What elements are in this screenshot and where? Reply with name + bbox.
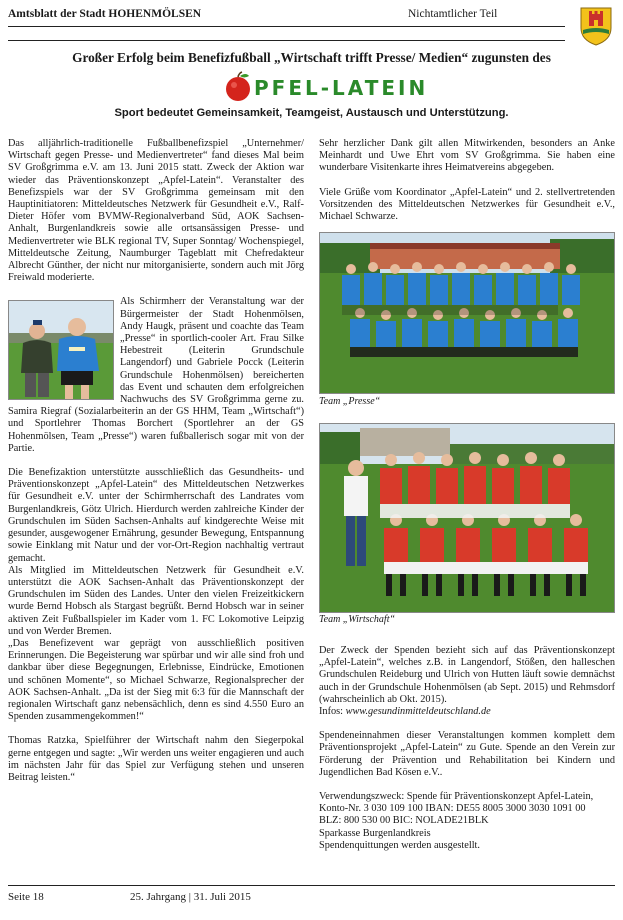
logo-text: PFEL-LATEIN [254,76,429,100]
newspaper-title: Amtsblatt der Stadt HOHENMÖLSEN [8,8,202,20]
right-column-bottom [319,645,615,852]
apfel-latein-logo [222,70,429,104]
caption-team-presse: Team „Presse“ [319,396,381,407]
thanks-paragraph: Sehr herzlicher Dank gilt allen Mitwirkenden, besonders an Anke Meinhardt und Uwe Ehrt vom SV Großgrimma. Sie haben eine wunderbare Visitenkarte ihres Heimatvereins abgegeben. [319,138,615,174]
paragraph-6: Thomas Ratzka, Spielführer der Wirtschaft nahm den Siegerpokal gerne entgegen und sagte: „Wir werden uns weiter engagieren und auch im nächsten Jahr für das Spiel zur Verfügung stehen und unseren Beitrag leisten.“ [8,735,304,783]
article-headline: Großer Erfolg beim Benefizfußball „Wirtschaft trifft Presse/ Medien“ zugunsten des [72,50,551,65]
infos-website-link[interactable]: www.gesundinmitteldeutschland.de [345,706,491,718]
photo-mayor-and-player [8,300,114,400]
donation-income-paragraph: Spendeneinnahmen dieser Veranstaltungen kommen komplett dem Präventionsprojekt „Apfel-Latein“ zu Gute. Spende an den Verein zur Förderung der Prävention und Rehabilitation bei Kindern und Jugendlichen Bad Kösen e.V.. [319,730,615,778]
section-label: Nichtamtlicher Teil [408,8,498,20]
paragraph-2-text: Als Schirmherr der Veranstaltung war der Bürgermeister der Stadt Hohenmölsen, Andy Haugk, präsent und coachte das Team „Presse“ in sportlich-cooler Art. Frau Silke Hebestreit (Leiterin Grundschule Langendorf) und Gabriele Pocck (Leiterin Grundschule Hohenmölsen) bereicherten das Event und schauten dem erfolgreichen Nachwuchs des SV Großgrimma gerne zu. Samira Riegraf (Sozialarbeiterin an der GS HHM, Team „Wirtschaft“) und Sportlehrer Thomas Borchert (Sportlehrer an der GS Hohenmölsen, Team „Presse“) waren fußballerisch sogar mit von der Partie. [8,296,304,454]
bank-details [319,791,615,852]
left-column [8,138,304,796]
paragraph-2 [8,296,304,455]
bank-purpose: Verwendungszweck: Spende für Präventionskonzept Apfel-Latein, [319,791,594,803]
greetings-paragraph: Viele Grüße vom Koordinator „Apfel-Latein“ und 2. stellvertretenden Vorsitzenden des Mitteldeutschen Netzwerkes für Gesundheit e.V., Michael Schwarze. [319,186,615,223]
bank-blz: BLZ: 800 530 00 BIC: NOLADE21BLK [319,815,489,827]
bank-name: Sparkasse Burgenlandkreis [319,827,431,839]
apple-icon [226,72,250,101]
issue-info: 25. Jahrgang | 31. Juli 2015 [130,891,251,903]
header-rule-2 [8,40,565,41]
caption-team-wirtschaft: Team „Wirtschaft“ [319,614,396,625]
town-crest-icon [579,6,613,46]
infos-label: Infos: [319,706,346,718]
paragraph-3: Die Benefizaktion unterstützte ausschließlich das Gesundheits- und Präventionskonzept „Apfel-Latein“ des Mitteldeutschen Netzwerkes für Gesundheit e.V. unter der Schirmherrschaft des Landrates vom Burgenlandkreis, Götz Ulrich. Hierdurch werden zahlreiche Kinder der Grundschulen im Süden Sachsen-Anhalts auf kindgerechte Weise mit gesunder, ausgewogener Ernährung, gesunder Bewegung, Entspannung sowie Einklang mit Natur und der vor-Ort-Region nachhaltig vertraut gemacht. [8,467,304,564]
article-subheadline: Sport bedeutet Gemeinsamkeit, Teamgeist, Austausch und Unterstützung. [114,107,509,119]
footer-rule [8,885,615,886]
infos-line [319,706,615,718]
paragraph-1: Das alljährlich-traditionelle Fußballbenefizspiel „Unternehmer/ Wirtschaft gegen Presse- und Medienvertreter“ fand dieses Mal beim SV Großgrimma e.V. am 13. Juni 2015 statt. Zweck der Aktion war wieder das Präventionskonzept „Apfel-Latein“. Veranstalter des Benefizspiels war der SV Großgrimma gemeinsam mit den Hauptinitiatoren: Mitteldeutsches Netzwerk für Gesundheit e.V., Ralf-Dieter Höfer vom BVMW-Regionalverband Süd, AOK Sachsen-Anhalt, Burgenlandkreis sowie alle ortsansässigen Presse- und Medienvertreter wie BLK regional TV, Super Sonntag/ Wochenspiegel, Mitteldeutsche Zeitung, Naumburger Tageblatt mit Chefredakteur Albrecht Günther, der nicht nur mitorganisierte, sondern auch mit Jörg Freiwald moderierte. [8,138,304,284]
paragraph-5: „Das Benefizevent war geprägt von ausschließlich positiven Erinnerungen. Die Begeisterung war spürbar und wir alle sind froh und dankbar über diese Begegnungen, Erlebnisse, Eindrücke, Emotionen und schönen Momente“, so Michael Schwarze, Regionalsprecher der AOK Sachsen-Anhalt. „Da ist der Sieg mit 6:3 für die Mannschaft der regionalen Wirtschaft ganz nebensächlich, denn es sind 4.550 Euro an Spenden zusammengekommen!“ [8,637,304,723]
bank-receipts: Spendenquittungen werden ausgestellt. [319,839,480,851]
bank-account: Konto-Nr. 3 030 109 100 IBAN: DE55 8005 3000 3030 1091 00 [319,803,586,815]
paragraph-4: Als Mitglied im Mitteldeutschen Netzwerk für Gesundheit e.V. unterstützt die AOK Sachsen-Anhalt das Präventionskonzept der Grundschulen im Süden des Landes. Unter den vielen Freizeitkickern wurde Bernd Hobsch als Stargast begrüßt. Bernd Hobsch war in seiner aktiven Zeit Fußballspieler im Kader vom 1. FC Lokomotive Leipzig und von Werder Bremen. [8,564,304,637]
header-rule [8,26,565,27]
donation-purpose-paragraph: Der Zweck der Spenden bezieht sich auf das Präventionskonzept „Apfel-Latein“, welches z.B. in Langendorf, Stößen, den halleschen Grundschulen Reideburg und Ulrich von Hutten läuft sowie demnächst auch in der Grundschule Hohenmölsen (ab Sept. 2015) und Rehmsdorf (wahrscheinlich ab Okt. 2015). [319,645,615,705]
photo-team-wirtschaft [319,423,615,613]
page-number: Seite 18 [8,891,44,903]
photo-team-presse [319,232,615,394]
right-column-top [319,138,615,235]
